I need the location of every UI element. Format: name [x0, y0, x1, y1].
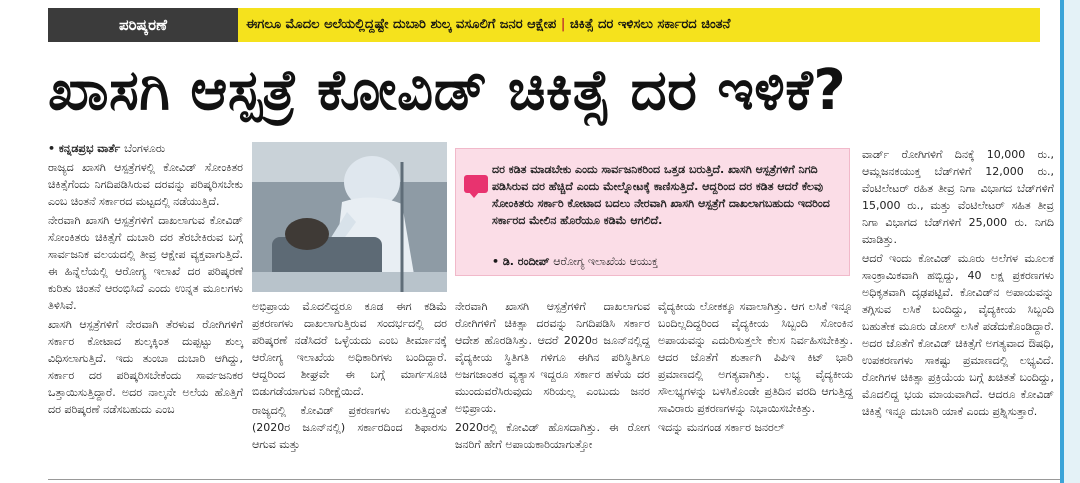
byline-source: • ಕನ್ನಡಪ್ರಭ ವಾರ್ತೆ — [48, 142, 121, 155]
page-edge-strip — [1060, 0, 1080, 483]
kicker-part2: ಚಿಕಿತ್ಸೆ ದರ ಇಳಿಸಲು ಸರ್ಕಾರದ ಚಿಂತನೆ — [570, 17, 731, 32]
quote-author — [492, 255, 658, 269]
quote-box — [455, 148, 850, 276]
paragraph: ಅಭಿಪ್ರಾಯ ಮೊದಲಿದ್ದರೂ ಕೂಡ ಈಗ ಕಡಿಮೆ ಪ್ರಕರಣಗಳು ದಾಖಲಾಗುತ್ತಿರುವ ಸಂದರ್ಭದಲ್ಲಿ ದರ ಪರಿಷ್ಕರಣೆ ನಡೆಸಿದರೆ ಒಳ್ಳೆಯದು ಎಂಬ ತೀರ್ಮಾನಕ್ಕೆ ಆರೋಗ್ಯ ಇಲಾಖೆಯ ಅಧಿಕಾರಿಗಳು ಬಂದಿದ್ದಾರೆ. ಆದ್ದರಿಂದ ಶೀಘ್ರವೇ ಈ ಬಗ್ಗೆ ಮಾರ್ಗಸೂಚಿ ಬಿಡುಗಡೆಯಾಗುವ ನಿರೀಕ್ಷೆಯಿದೆ. — [252, 300, 447, 398]
column-5 — [862, 146, 1054, 422]
kicker-separator: | — [560, 17, 566, 32]
paragraph: ಇದನ್ನು ಮನಗಂಡ ಸರ್ಕಾರ ಜನರಲ್ — [658, 421, 785, 434]
quote-author-designation: ಆರೋಗ್ಯ ಇಲಾಖೆಯ ಆಯುಕ್ತ — [553, 255, 658, 268]
paragraph: ಆದರೆ ಇಂದು ಕೋವಿಡ್ ಮೂರು ಅಲೆಗಳ ಮೂಲಕ ಸಾಂಕ್ರಾಮಿಕವಾಗಿ ಹಬ್ಬಿದ್ದು, 40 ಲಕ್ಷ ಪ್ರಕರಣಗಳು ಅಧಿಕೃತವಾಗಿ ದೃಢಪಟ್ಟಿವೆ. ಕೋವಿಡ್‌ನ ಅಪಾಯವನ್ನು ತಗ್ಗಿಸುವ ಲಸಿಕೆ ಬಂದಿದ್ದು, ವೈದ್ಯಕೀಯ ಸಿಬ್ಬಂದಿ ಬಹುತೇಕ ಮೂರು ಡೋಸ್ ಲಸಿಕೆ ಪಡೆದುಕೊಂಡಿದ್ದಾರೆ. ಅದರ ಜೊತೆಗೆ ಕೋವಿಡ್ ಚಿಕಿತ್ಸೆಗೆ ಅಗತ್ಯವಾದ ಔಷಧಿ, ಉಪಕರಣಗಳು ಸಾಕಷ್ಟು ಪ್ರಮಾಣದಲ್ಲಿ ಲಭ್ಯವಿದೆ. ರೋಗಿಗಳ ಚಿಕಿತ್ಸಾ ಪ್ರಕ್ರಿಯೆಯ ಬಗ್ಗೆ ಖಚಿತತೆ ಬಂದಿದ್ದು, ಮೊದಲಿದ್ದ ಭಯ ಮಾಯವಾಗಿದೆ. ಆದರೂ ಕೋವಿಡ್ ಚಿಕಿತ್ಸೆ ಇನ್ನೂ ದುಬಾರಿ ಯಾಕೆ ಎಂದು ಪ್ರಶ್ನಿಸುತ್ತಾರೆ. — [862, 252, 1054, 418]
paragraph: ರಾಜ್ಯದಲ್ಲಿ ಕೋವಿಡ್ ಪ್ರಕರಣಗಳು ಏರುತ್ತಿದ್ದಂತೆ (2020ರ ಜೂನ್‌ನಲ್ಲಿ) ಸರ್ಕಾರದಿಂದ ಶಿಫಾರಸು ಆಗುವ ಮತ್ತು — [252, 404, 447, 451]
paragraph: ರಾಜ್ಯದ ಖಾಸಗಿ ಆಸ್ಪತ್ರೆಗಳಲ್ಲಿ ಕೋವಿಡ್ ಸೋಂಕಿತರ ಚಿಕಿತ್ಸೆಗೆಂದು ನಿಗದಿಪಡಿಸಿರುವ ದರವನ್ನು ಪರಿಷ್ಕರಿಸಬೇಕು ಎಂಬ ಚಿಂತನೆ ಸರ್ಕಾರದ ಮಟ್ಟದಲ್ಲಿ ನಡೆಯುತ್ತಿದೆ. — [48, 161, 243, 208]
speech-bubble-icon — [464, 175, 488, 193]
paragraph: ನೇರವಾಗಿ ಖಾಸಗಿ ಆಸ್ಪತ್ರೆಗಳಿಗೆ ದಾಖಲಾಗುವ ರೋಗಿಗಳಿಗೆ ಚಿಕಿತ್ಸಾ ದರವನ್ನು ನಿಗದಿಪಡಿಸಿ ಸರ್ಕಾರ ಆದೇಶ ಹೊರಡಿಸಿತ್ತು. ಆದರೆ 2020ರ ಜೂನ್‌ನಲ್ಲಿದ್ದ ವೈದ್ಯಕೀಯ ಸ್ಥಿತಿಗತಿ ಗಳಿಗೂ ಈಗಿನ ಪರಿಸ್ಥಿತಿಗೂ ಅಜಗಜಾಂತರ ವ್ಯತ್ಯಾಸ ಇದ್ದರೂ ಸರ್ಕಾರ ಹಳೆಯ ದರ ಮುಂದುವರೆಸಿರುವುದು ಸರಿಯಲ್ಲ ಎಂಬುದು ಜನರ ಅಭಿಪ್ರಾಯ. — [455, 300, 650, 415]
paragraph: ವೈದ್ಯಕೀಯ ಲೋಕಕ್ಕೂ ಸವಾಲಾಗಿತ್ತು. ಆಗ ಲಸಿಕೆ ಇನ್ನೂ ಬಂದಿಲ್ಲದಿದ್ದರಿಂದ ವೈದ್ಯಕೀಯ ಸಿಬ್ಬಂದಿ ಸೋಂಕಿನ ಅಪಾಯವನ್ನು ಎದುರಿಸುತ್ತಲೇ ಕೆಲಸ ನಿರ್ವಹಿಸಬೇಕಿತ್ತು. ಆದರ ಜೊತೆಗೆ ಶುರ್ತಾಗಿ ಪಿಪಿಇ ಕಿಟ್ ಭಾರಿ ಪ್ರಮಾಣದಲ್ಲಿ ಅಗತ್ಯವಾಗಿತ್ತು. ಲಭ್ಯ ವೈದ್ಯಕೀಯ ಸೌಲಭ್ಯಗಳನ್ನು ಬಳಸಿಕೊಂಡೇ ಪ್ರತಿದಿನ ವರದಿ ಆಗುತ್ತಿದ್ದ ಸಾವಿರಾರು ಪ್ರಕರಣಗಳನ್ನು ನಿಭಾಯಿಸಬೇಕಿತ್ತು. — [658, 300, 853, 415]
paragraph: ವಾರ್ಡ್ ರೋಗಿಗಳಿಗೆ ದಿನಕ್ಕೆ 10,000 ರು., ಆಮ್ಲಜನಕಯುಕ್ತ ಬೆಡ್‌ಗಳಿಗೆ 12,000 ರು., ವೆಂಟಿಲೇಟರ್ ರಹಿತ ತೀವ್ರ ನಿಗಾ ವಿಭಾಗದ ಬೆಡ್‌ಗಳಿಗೆ 15,000 ರು., ಮತ್ತು ವೆಂಟಿಲೇಟರ್ ಸಹಿತ ತೀವ್ರ ನಿಗಾ ವಿಭಾಗದ ಬೆಡ್‌ಗಳಿಗೆ 25,000 ರು. ನಿಗದಿ ಮಾಡಿತ್ತು. — [862, 148, 1054, 246]
headline: ಖಾಸಗಿ ಆಸ್ಪತ್ರೆ ಕೋವಿಡ್ ಚಿಕಿತ್ಸೆ ದರ ಇಳಿಕೆ? — [48, 58, 847, 123]
paragraph: ನೇರವಾಗಿ ಖಾಸಗಿ ಆಸ್ಪತ್ರೆಗಳಿಗೆ ದಾಖಲಾಗುವ ಕೋವಿಡ್ ಸೋಂಕಿತರು ಚಿಕಿತ್ಸೆಗೆ ದುಬಾರಿ ದರ ತೆರಬೇಕಿರುವ ಬಗ್ಗೆ ಸಾರ್ವಜನಿಕ ವಲಯದಲ್ಲಿ ತೀವ್ರ ಆಕ್ಷೇಪ ವ್ಯಕ್ತವಾಗುತ್ತಿದೆ. ಈ ಹಿನ್ನೆಲೆಯಲ್ಲಿ ಆರೋಗ್ಯ ಇಲಾಖೆ ದರ ಪರಿಷ್ಕರಣೆ ಕುರಿತು ಚಿಂತನೆ ಆರಂಭಿಸಿದೆ ಎಂದು ಉನ್ನತ ಮೂಲಗಳು ತಿಳಿಸಿವೆ. — [48, 214, 243, 312]
column-1 — [48, 140, 243, 420]
paragraph: ಖಾಸಗಿ ಆಸ್ಪತ್ರೆಗಳಿಗೆ ನೇರವಾಗಿ ತೆರಳುವ ರೋಗಿಗಳಿಗೆ ಸರ್ಕಾರ ಕೋಟಾದ ಶುಲ್ಕಕ್ಕಿಂತ ದುಪ್ಪಟ್ಟು ಶುಲ್ಕ ವಿಧಿಸಲಾಗುತ್ತಿದೆ. ಇದು ತುಂಬಾ ದುಬಾರಿ ಆಗಿದ್ದು, ಸರ್ಕಾರ ದರ ಪರಿಷ್ಕರಿಸಬೇಕೆಂದು ಸಾರ್ವಜನಿಕರ ಒತ್ತಾಯಿಸುತ್ತಿದ್ದಾರೆ. ಅದರ ನಾಲ್ಕನೇ ಅಲೆಯ ಹೊತ್ತಿಗೆ ದರ ಪರಿಷ್ಕರಣೆ ನಡೆಸಬಹುದು ಎಂಬ — [48, 318, 243, 416]
column-4 — [658, 298, 853, 438]
column-2 — [252, 298, 447, 455]
byline — [48, 140, 243, 157]
paragraph: 2020ರಲ್ಲಿ ಕೋವಿಡ್ ಹೊಸದಾಗಿತ್ತು. ಈ ರೋಗ ಜನರಿಗೆ ಹೇಗೆ ಅಪಾಯಕಾರಿಯಾಗುತ್ತೋ — [455, 421, 650, 451]
column-3 — [455, 298, 650, 455]
news-photo — [252, 142, 447, 292]
section-tag: ಪರಿಷ್ಕರಣೆ — [48, 8, 238, 42]
byline-city: ಬೆಂಗಳೂರು — [124, 142, 166, 155]
quote-text: ದರ ಕಡಿತ ಮಾಡಬೇಕು ಎಂದು ಸಾರ್ವಜನಿಕರಿಂದ ಒತ್ತಡ ಬರುತ್ತಿದೆ. ಖಾಸಗಿ ಆಸ್ಪತ್ರೆಗಳಿಗೆ ನಿಗದಿ ಪಡಿಸಿರುವ ದರ ಹೆಚ್ಚಿದೆ ಎಂದು ಮೇಲ್ನೋಟಕ್ಕೆ ಕಾಣಿಸುತ್ತಿದೆ. ಆದ್ದರಿಂದ ದರ ಕಡಿತ ಆದರೆ ಕೆಲವು ಸೋಂಕಿತರು ಸರ್ಕಾರಿ ಕೋಟಾದ ಬದಲು ನೇರವಾಗಿ ಖಾಸಗಿ ಆಸ್ಪತ್ರೆಗೆ ದಾಖಲಾಗಬಹುದು ಇದರಿಂದ ಸರ್ಕಾರದ ಮೇಲಿನ ಹೊರೆಯೂ ಕಡಿಮೆ ಆಗಲಿದೆ. — [492, 163, 830, 227]
quote-author-name: • ಡಿ. ರಂದೀಪ್ — [492, 255, 550, 268]
kicker-part1: ಈಗಲೂ ಮೊದಲ ಅಲೆಯಲ್ಲಿದ್ದಷ್ಟೇ ದುಬಾರಿ ಶುಲ್ಕ ವಸೂಲಿಗೆ ಜನರ ಆಕ್ಷೇಪ — [246, 17, 557, 32]
divider — [48, 479, 1060, 480]
ppe-worker-photo — [252, 142, 447, 292]
kicker-text — [246, 8, 730, 42]
